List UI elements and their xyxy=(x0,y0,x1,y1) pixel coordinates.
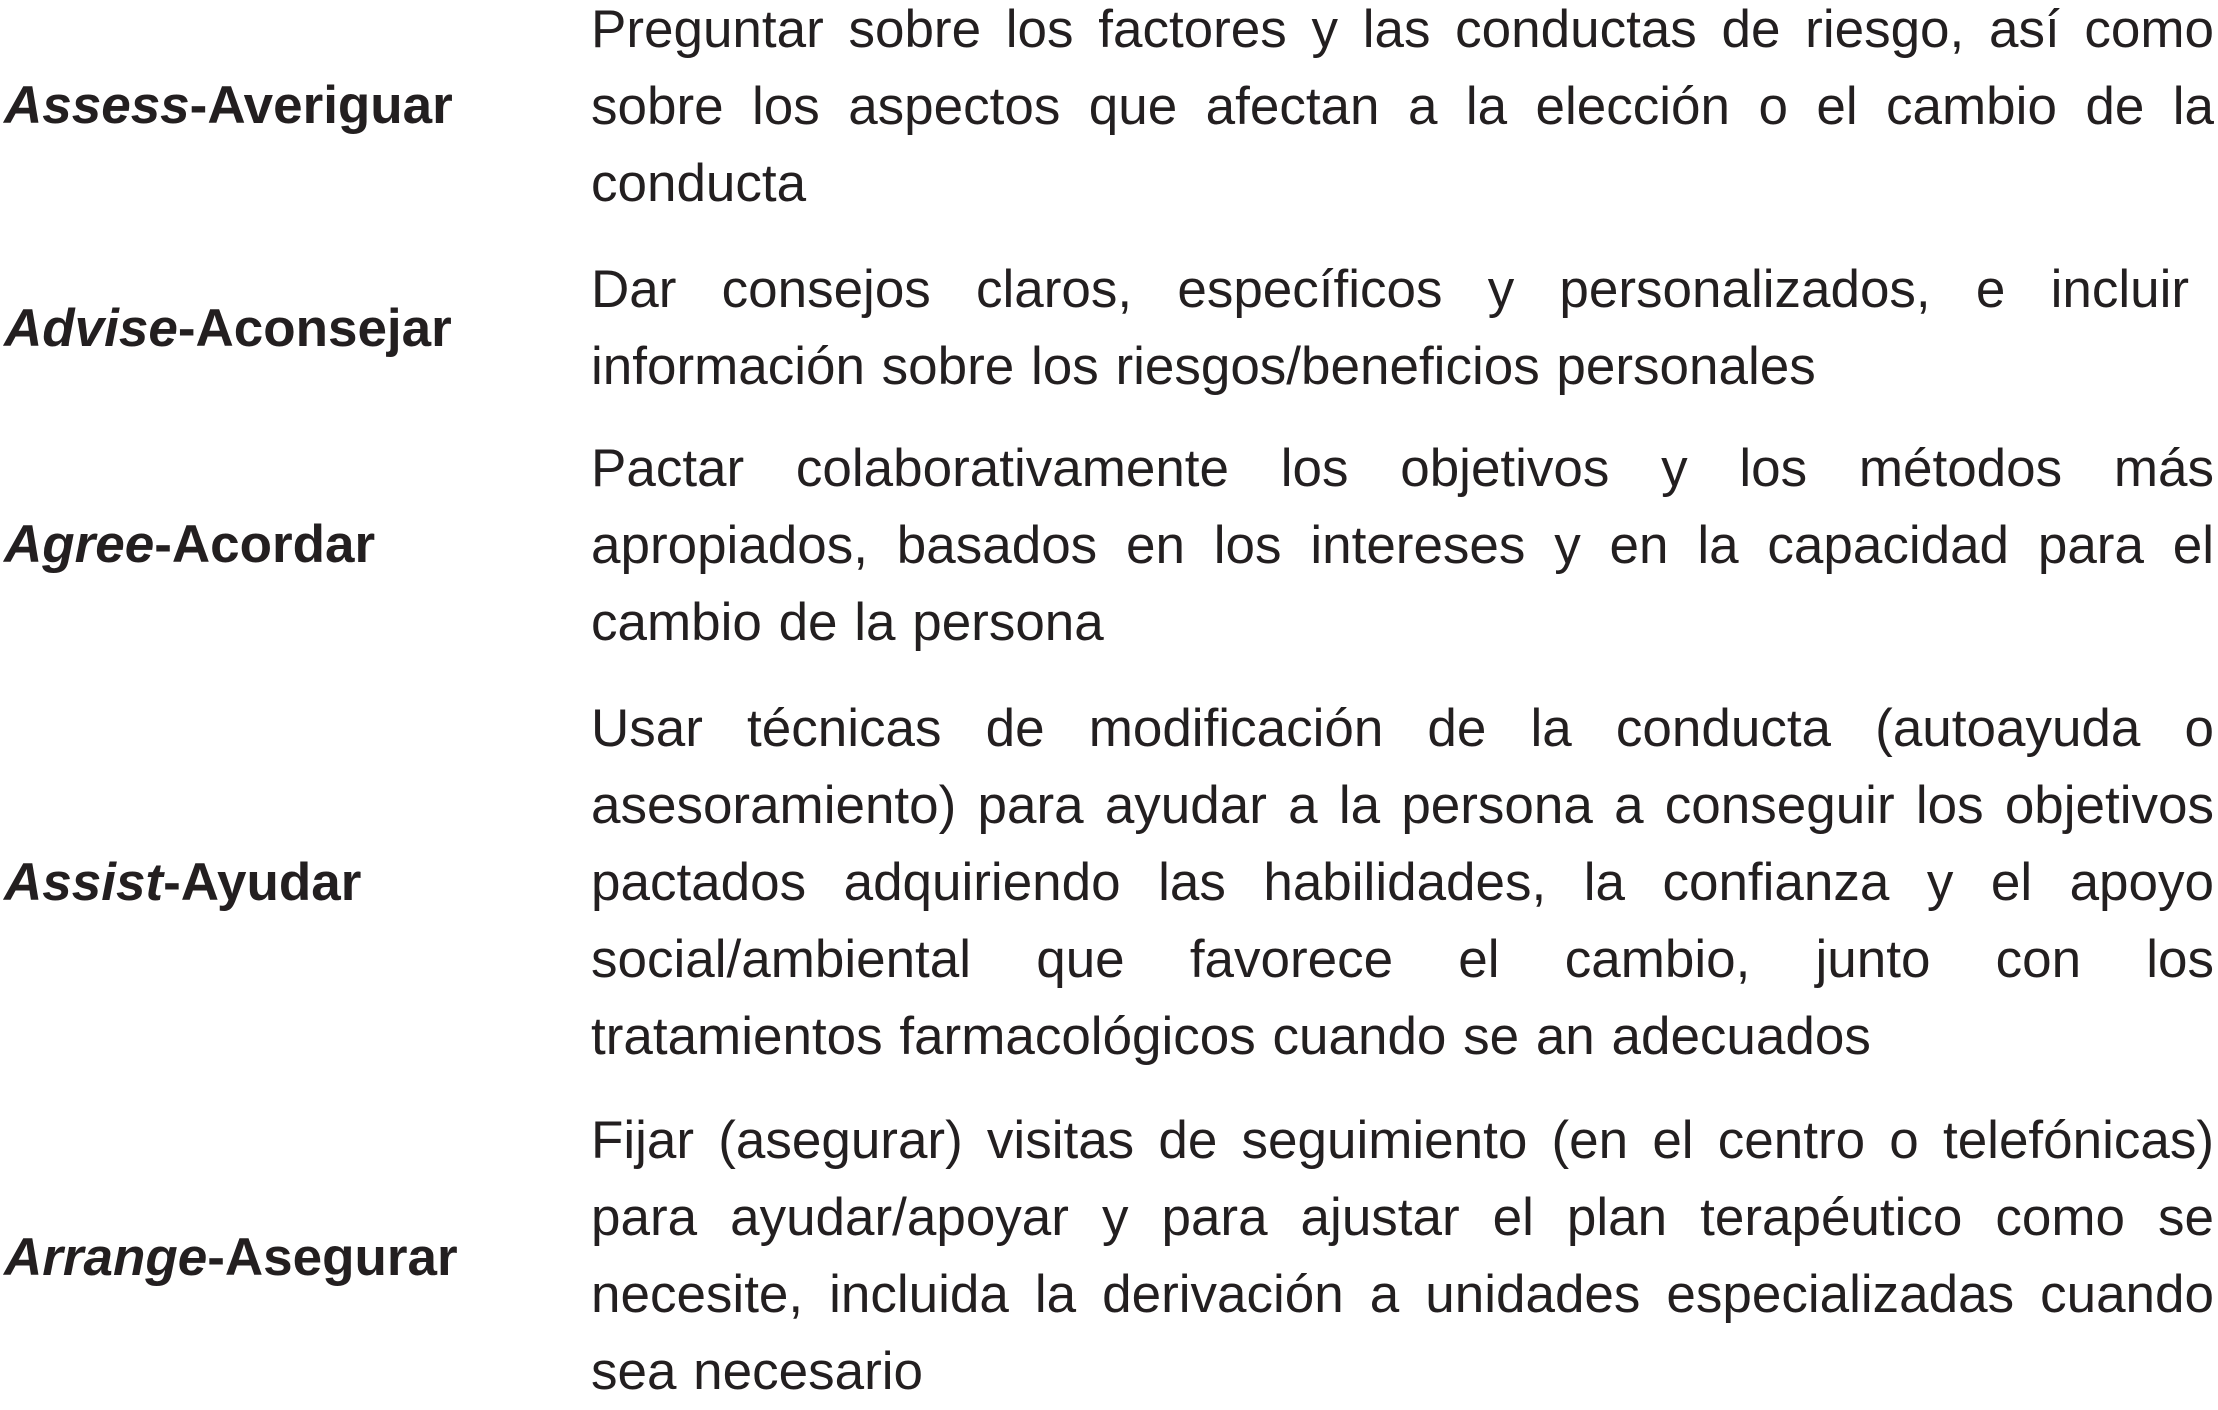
description-line: Dar consejos claros, específicos y personalizados, e incluir xyxy=(591,260,2189,319)
term-advise xyxy=(4,290,564,367)
description-line: asesoramiento) para ayudar a la persona a conseguir los objetivos xyxy=(591,776,2214,835)
term-spanish: Averiguar xyxy=(207,76,453,135)
term-agree xyxy=(4,506,564,583)
description-line: apropiados, basados en los intereses y en la capacidad para el xyxy=(591,516,2214,575)
description-arrange xyxy=(591,1102,2214,1410)
description-line: sobre los aspectos que afectan a la elección o el cambio de la xyxy=(591,77,2214,136)
description-line: para ayudar/apoyar y para ajustar el plan terapéutico como se xyxy=(591,1188,2214,1247)
description-line: cambio de la persona xyxy=(591,593,1104,652)
term-arrange xyxy=(4,1219,564,1296)
term-assess xyxy=(4,67,564,144)
description-assist xyxy=(591,690,2214,1075)
description-line: Usar técnicas de modificación de la conducta (autoayuda o xyxy=(591,699,2214,758)
term-separator: - xyxy=(207,1228,225,1287)
description-line: Pactar colaborativamente los objetivos y los métodos más xyxy=(591,439,2214,498)
term-spanish: Aconsejar xyxy=(195,299,452,358)
term-separator: - xyxy=(163,853,181,912)
description-line: social/ambiental que favorece el cambio, junto con los xyxy=(591,930,2214,989)
term-english: Assess xyxy=(4,76,190,135)
description-advise xyxy=(591,251,2214,405)
term-english: Arrange xyxy=(4,1228,208,1287)
table-row-assess xyxy=(0,0,2218,213)
description-agree xyxy=(591,430,2214,661)
description-line: necesite, incluida la derivación a unidades especializadas cuando xyxy=(591,1265,2214,1324)
term-assist xyxy=(4,844,564,921)
description-line: Preguntar sobre los factores y las conductas de riesgo, así como xyxy=(591,0,2214,59)
description-line: Fijar (asegurar) visitas de seguimiento (en el centro o telefónicas) xyxy=(591,1111,2214,1170)
table-row-advise xyxy=(0,250,2218,404)
term-english: Assist xyxy=(4,853,164,912)
table-row-agree xyxy=(0,430,2218,661)
term-spanish: Acordar xyxy=(171,515,376,574)
description-line: conducta xyxy=(591,154,807,213)
description-line: tratamientos farmacológicos cuando se an adecuados xyxy=(591,1007,1871,1066)
table-row-assist xyxy=(0,690,2218,1075)
description-line: pactados adquiriendo las habilidades, la confianza y el apoyo xyxy=(591,853,2214,912)
description-line: información sobre los riesgos/beneficios personales xyxy=(591,337,1816,396)
term-separator: - xyxy=(189,76,208,135)
term-english: Agree xyxy=(4,515,155,574)
description-line: sea necesario xyxy=(591,1342,923,1401)
term-separator: - xyxy=(177,299,196,358)
description-assess xyxy=(591,0,2214,222)
term-spanish: Asegurar xyxy=(224,1228,458,1287)
term-english: Advise xyxy=(4,299,178,358)
term-spanish: Ayudar xyxy=(180,853,362,912)
term-separator: - xyxy=(154,515,172,574)
table-row-arrange xyxy=(0,1102,2218,1410)
